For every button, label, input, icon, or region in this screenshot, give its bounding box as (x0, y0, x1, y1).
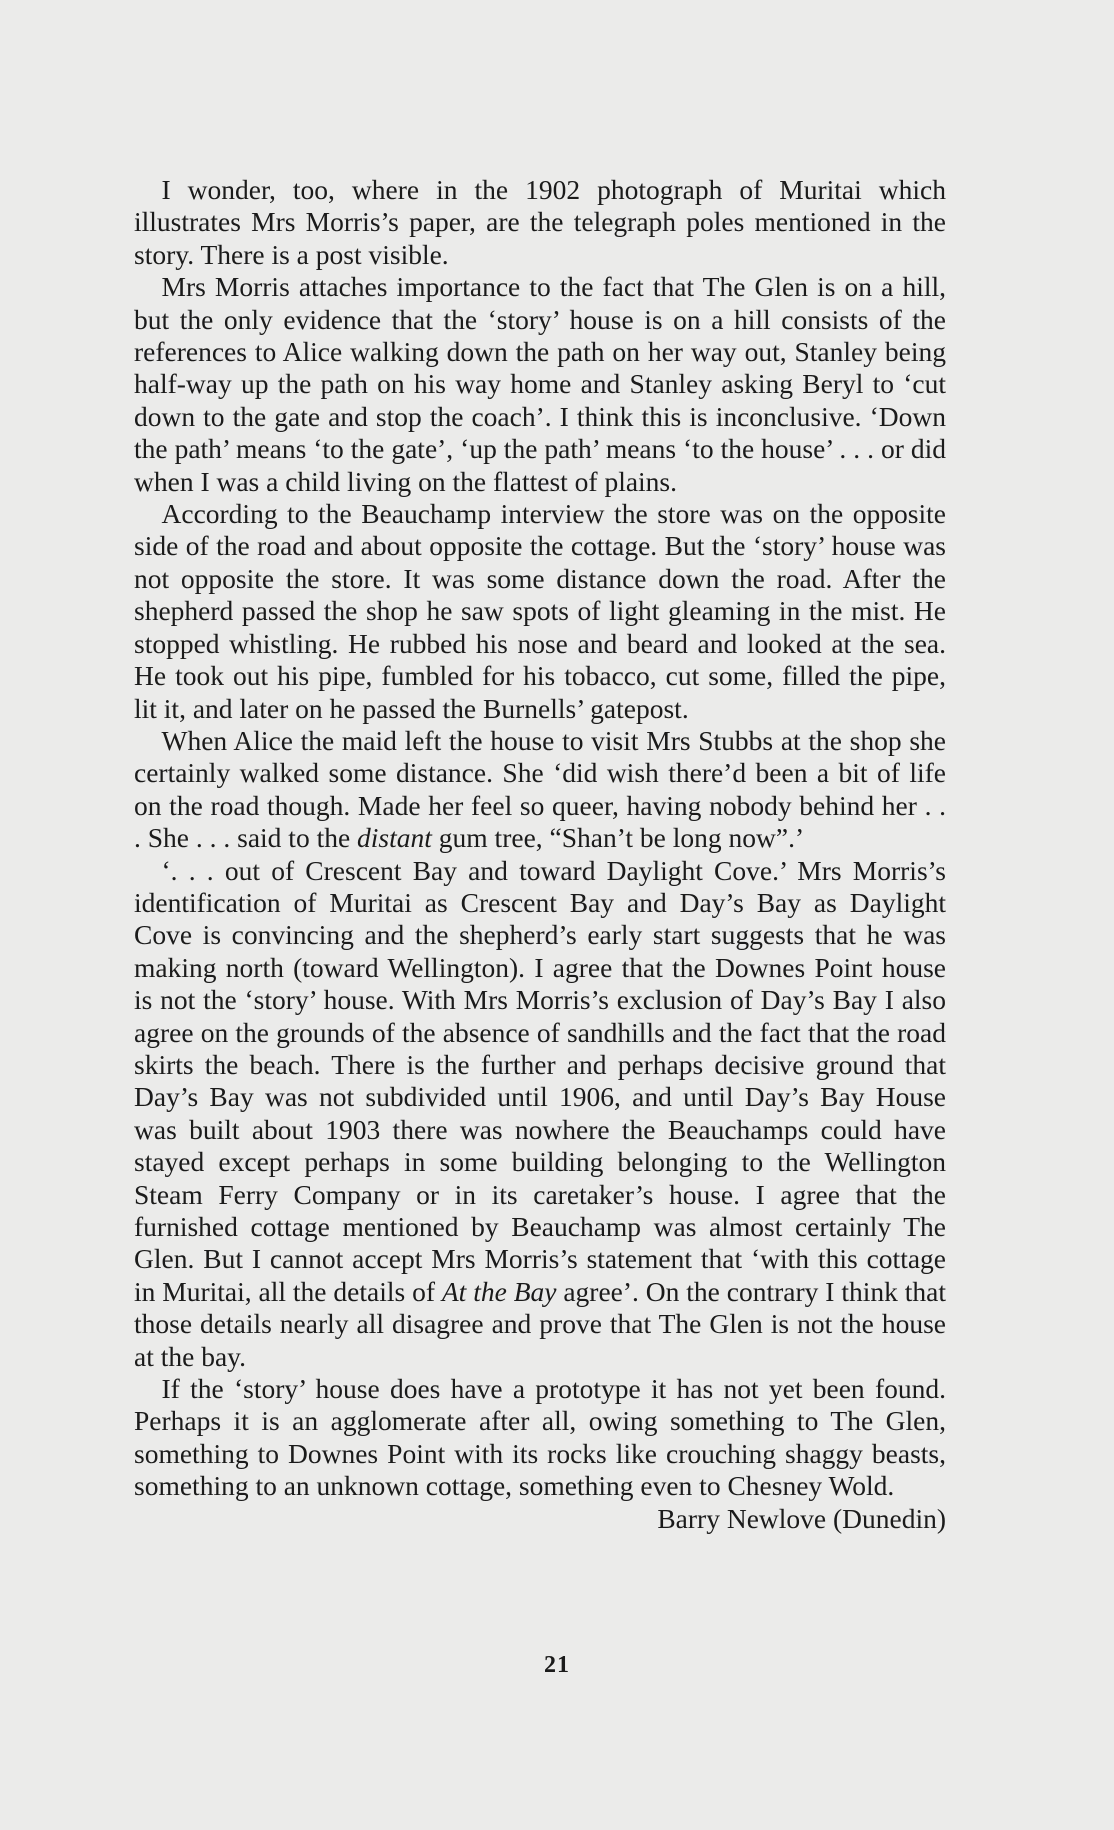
paragraph-1 (134, 174, 946, 271)
paragraph-5-text-a: ‘. . . out of Crescent Bay and toward Daylight Cove.’ Mrs Morris’s identification of Muritai as Crescent Bay and Day’s Bay as Daylight Cove is convincing and the shepherd’s early start suggests that he was making north (toward Wellington). I agree that the Downes Point house is not the ‘story’ house. With Mrs Morris’s exclusion of Day’s Bay I also agree on the grounds of the absence of sandhills and the fact that the road skirts the beach. There is the further and perhaps decisive ground that Day’s Bay was not subdivided until 1906, and until Day’s Bay House was built about 1903 there was nowhere the Beauchamps could have stayed except perhaps in some building belonging to the Wellington Steam Ferry Company or in its caretaker’s house. I agree that the furnished cottage mentioned by Beauchamp was almost certainly The Glen. But I cannot accept Mrs Morris’s statement that ‘with this cottage in Muritai, all the details of (134, 854, 946, 1307)
author-signature: Barry Newlove (Dunedin) (657, 1502, 946, 1534)
paragraph-2 (134, 271, 946, 498)
paragraph-3 (134, 498, 946, 725)
paragraph-5-italic: At the Bay (441, 1275, 557, 1307)
paragraph-5 (134, 855, 946, 1374)
paragraph-1-text: I wonder, too, where in the 1902 photograph of Muritai which illustrates Mrs Morris’s paper, are the telegraph poles mentioned in the story. There is a post visible. (134, 174, 946, 270)
paragraph-3-text: According to the Beauchamp interview the store was on the opposite side of the road and about opposite the cottage. But the ‘story’ house was not opposite the store. It was some distance down the road. After the shepherd passed the shop he saw spots of light gleaming in the mist. He stopped whistling. He rubbed his nose and beard and looked at the sea. He took out his pipe, fumbled for his tobacco, cut some, filled the pipe, lit it, and later on he passed the Burnells’ gatepost. (134, 498, 946, 724)
page-number: 21 (544, 1652, 570, 1678)
paragraph-4-italic: distant (357, 822, 432, 854)
paragraph-6-text: If the ‘story’ house does have a prototype it has not yet been found. Perhaps it is an agglomerate after all, owing something to The Glen, something to Downes Point with its rocks like crouching shaggy beasts, something to an unknown cottage, something even to Chesney Wold. (134, 1373, 946, 1502)
paragraph-5-text-b: agree’. On the contrary I think that those details nearly all disagree and prove that The Glen is not the house at the bay. (134, 1275, 946, 1372)
paragraph-2-text: Mrs Morris attaches importance to the fact that The Glen is on a hill, but the only evidence that the ‘story’ house is on a hill consists of the references to Alice walking down the path on her way out, Stanley being half-way up the path on his way home and Stanley asking Beryl to ‘cut down to the gate and stop the coach’. I think this is inconclusive. ‘Down the path’ means ‘to the gate’, ‘up the path’ means ‘to the house’ . . . or did when I was a child living on the flattest of plains. (134, 271, 946, 497)
paragraph-4 (134, 725, 946, 855)
paragraph-4-text-b: gum tree, “Shan’t be long now”.’ (431, 822, 805, 854)
paragraph-4-text-a: When Alice the maid left the house to visit Mrs Stubbs at the shop she certainly walked some distance. She ‘did wish there’d been a bit of life on the road though. Made her feel so queer, having nobody behind her . . . She . . . said to the (134, 724, 946, 854)
paragraph-6 (134, 1373, 946, 1503)
body-text (134, 174, 946, 1535)
